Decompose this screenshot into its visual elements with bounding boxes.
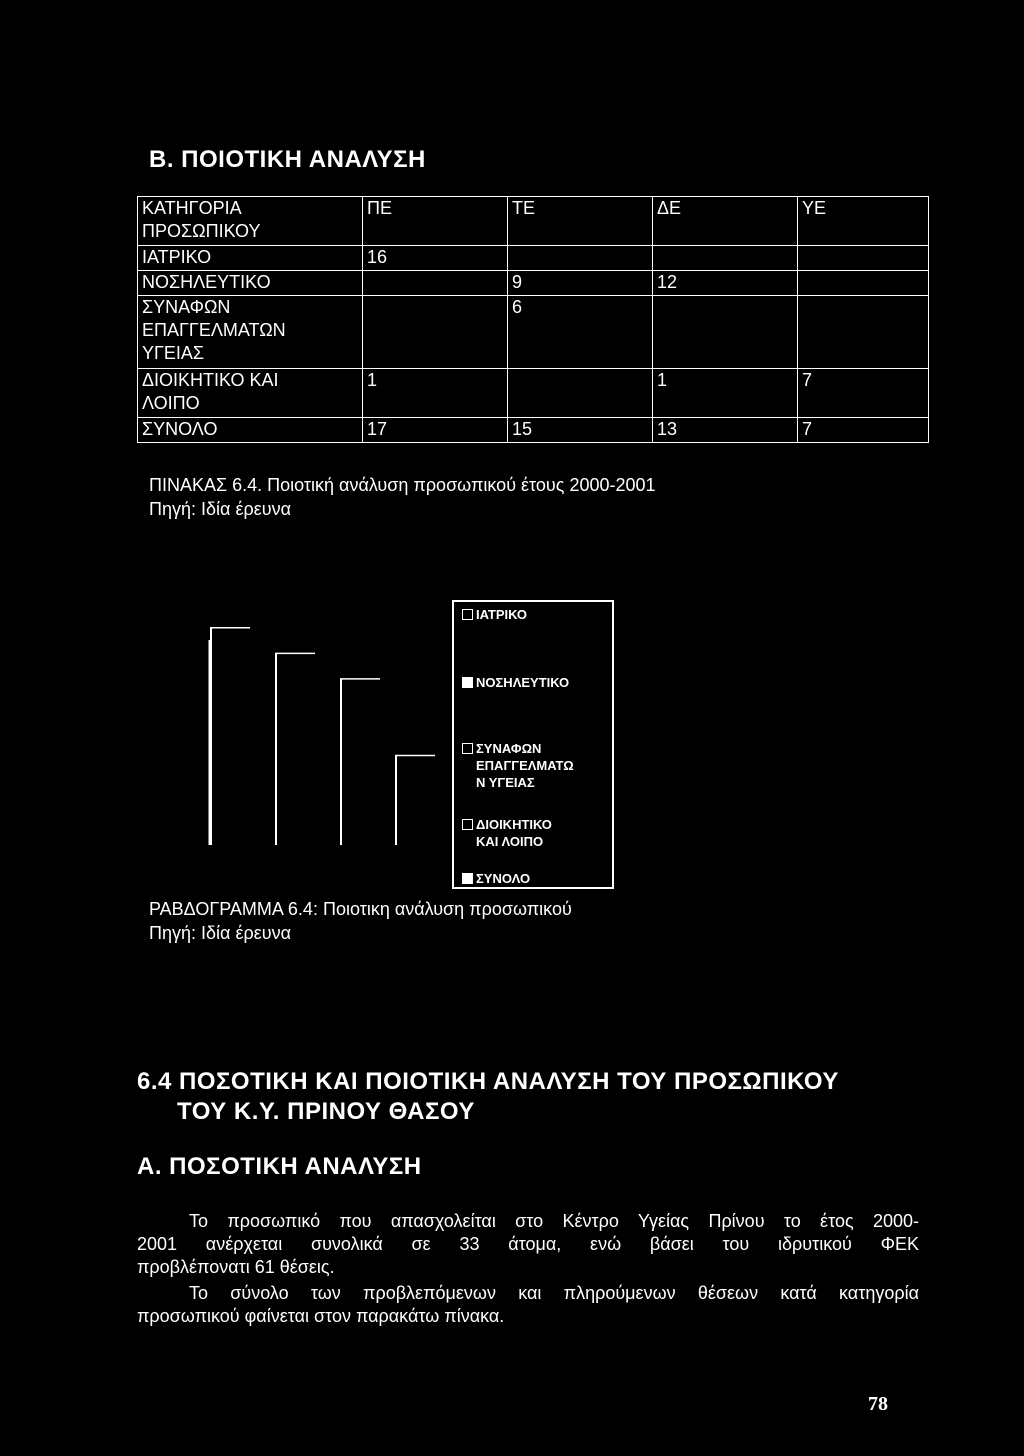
paragraph-1-line3: προβλέπονατι 61 θέσεις.	[137, 1257, 335, 1277]
chart-caption: ΡΑΒΔΟΓΡΑΜΜΑ 6.4: Ποιοτικη ανάλυση προσωπικού	[149, 899, 572, 919]
table-row	[138, 368, 929, 417]
table-cell	[363, 296, 508, 369]
section-a-title: Α. ΠΟΣΟΤΙΚΗ ΑΝΑΛΥΣΗ	[137, 1153, 422, 1180]
table-row	[138, 296, 929, 369]
paragraph-1-line2: 2001 ανέρχεται συνολικά σε 33 άτομα, ενώ βάσει του ιδρυτικού ΦΕΚ	[137, 1234, 919, 1254]
paragraph-2	[137, 1282, 919, 1328]
legend-label: ΣΥΝΑΦΩΝ ΕΠΑΓΓΕΛΜΑΤΩ Ν ΥΓΕΙΑΣ	[476, 741, 574, 790]
legend-swatch	[462, 873, 473, 884]
legend-swatch	[462, 743, 473, 754]
bar-mark	[395, 756, 397, 845]
chart-source: Πηγή: Ιδία έρευνα	[149, 923, 291, 943]
paragraph-1	[137, 1210, 919, 1279]
table-cell	[798, 271, 929, 296]
table-cell: 15	[508, 417, 653, 442]
table-cell: 12	[653, 271, 798, 296]
table-cell: 7	[798, 417, 929, 442]
table-header-cell: ΠΕ	[363, 197, 508, 246]
legend-label: ΣΥΝΟΛΟ	[476, 871, 531, 886]
table-cell: 9	[508, 271, 653, 296]
legend-swatch	[462, 609, 473, 620]
paragraph-2-line2: προσωπικού φαίνεται στον παρακάτω πίνακα.	[137, 1306, 505, 1326]
table-cell: 1	[653, 368, 798, 417]
table-cell: 13	[653, 417, 798, 442]
page-number: 78	[868, 1393, 888, 1415]
section-b-title: Β. ΠΟΙΟΤΙΚΗ ΑΝΑΛΥΣΗ	[149, 146, 426, 173]
personnel-table	[137, 196, 929, 443]
legend-item	[462, 674, 569, 691]
paragraph-2-line1: Το σύνολο των προβλεπόμενων και πληρούμενων θέσεων κατά κατηγορία	[189, 1283, 919, 1303]
section-64-title-line1: 6.4 ΠΟΣΟΤΙΚΗ ΚΑΙ ΠΟΙΟΤΙΚΗ ΑΝΑΛΥΣΗ ΤΟΥ ΠΡΟΣΩΠΙΚΟΥ	[137, 1068, 839, 1095]
table-cell: ΣΥΝΑΦΩΝ ΕΠΑΓΓΕΛΜΑΤΩΝ ΥΓΕΙΑΣ	[138, 296, 363, 369]
table-cell	[798, 296, 929, 369]
table-cell: ΝΟΣΗΛΕΥΤΙΚΟ	[138, 271, 363, 296]
table-cell: 16	[363, 245, 508, 270]
bar-mark	[340, 679, 342, 845]
table-cell	[363, 271, 508, 296]
table-cell: ΔΙΟΙΚΗΤΙΚΟ ΚΑΙ ΛΟΙΠΟ	[138, 368, 363, 417]
section-64-title	[137, 1068, 839, 1126]
table-cell	[798, 245, 929, 270]
table-cell: ΙΑΤΡΙΚΟ	[138, 245, 363, 270]
table-cell	[653, 296, 798, 369]
legend-item	[462, 870, 530, 887]
bar-mark	[275, 653, 277, 845]
table-header-cell: ΔΕ	[653, 197, 798, 246]
legend-item	[462, 740, 574, 791]
section-64-title-line2: ΤΟΥ Κ.Υ. ΠΡΙΝΟΥ ΘΑΣΟΥ	[177, 1098, 475, 1125]
table-cell	[653, 245, 798, 270]
table-cell	[508, 245, 653, 270]
table-row	[138, 417, 929, 442]
paragraph-1-line1: Το προσωπικό που απασχολείται στο Κέντρο Υγείας Πρίνου το έτος 2000-	[189, 1211, 919, 1231]
table-row	[138, 245, 929, 270]
table-row	[138, 271, 929, 296]
legend-item	[462, 606, 527, 623]
table-cell: ΣΥΝΟΛΟ	[138, 417, 363, 442]
table-header-row	[138, 197, 929, 246]
table-header-cell: ΥΕ	[798, 197, 929, 246]
table-cell: 1	[363, 368, 508, 417]
table-caption: ΠΙΝΑΚΑΣ 6.4. Ποιοτική ανάλυση προσωπικού έτους 2000-2001	[149, 475, 656, 495]
legend-swatch	[462, 677, 473, 688]
chart-legend	[452, 600, 614, 889]
bar-chart	[190, 600, 450, 860]
table-cell: 7	[798, 368, 929, 417]
legend-swatch	[462, 819, 473, 830]
table-header-cell: ΤΕ	[508, 197, 653, 246]
legend-label: ΝΟΣΗΛΕΥΤΙΚΟ	[476, 675, 570, 690]
legend-label: ΔΙΟΙΚΗΤΙΚΟ ΚΑΙ ΛΟΙΠΟ	[476, 817, 552, 849]
table-cell: 17	[363, 417, 508, 442]
legend-item	[462, 816, 552, 850]
table-source: Πηγή: Ιδία έρευνα	[149, 499, 291, 519]
table-cell	[508, 368, 653, 417]
table-cell: 6	[508, 296, 653, 369]
legend-label: ΙΑΤΡΙΚΟ	[476, 607, 528, 622]
table-header-cell: ΚΑΤΗΓΟΡΙΑ ΠΡΟΣΩΠΙΚΟΥ	[138, 197, 363, 246]
